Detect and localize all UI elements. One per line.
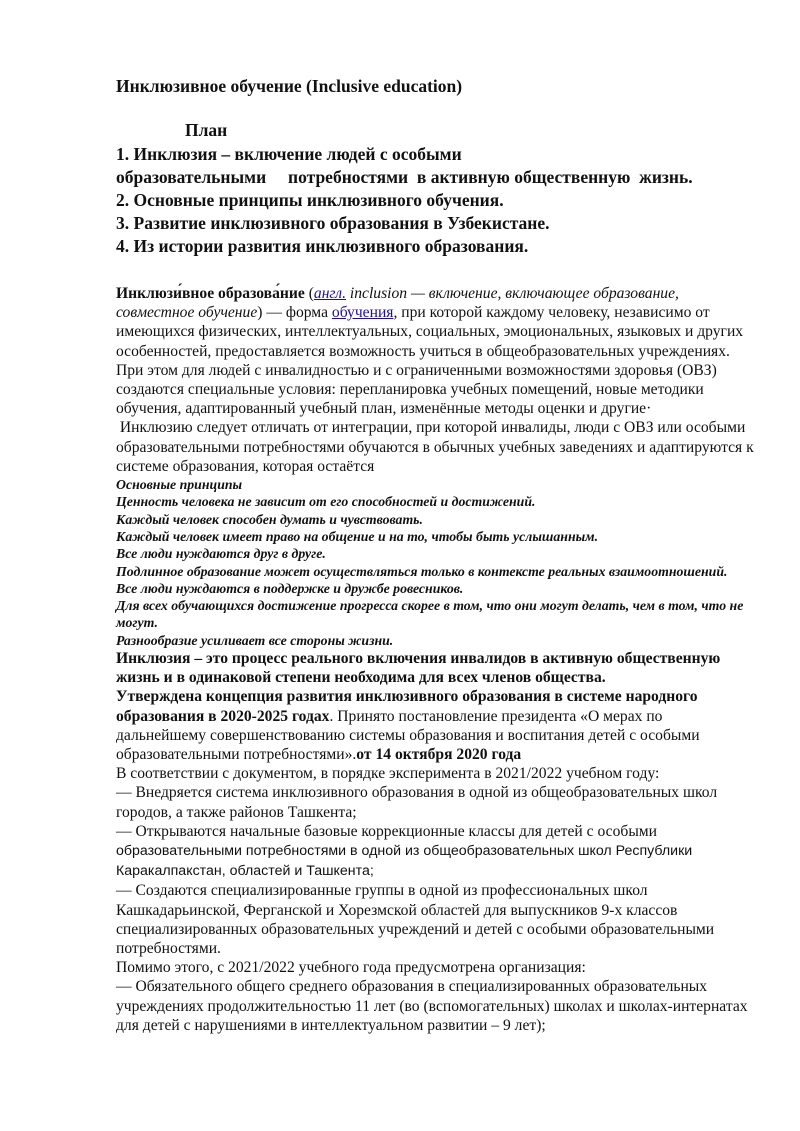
document-body bbox=[116, 284, 756, 1035]
experiment-item-serif: — Открываются начальные базовые коррекционные классы для детей с особыми bbox=[116, 822, 658, 840]
concept-bold: Утверждена концепция развития инклюзивного образования в системе народного образования в 2020-2025 годах bbox=[116, 688, 698, 725]
principles-heading: Основные принципы bbox=[116, 477, 243, 493]
experiment-item bbox=[116, 822, 756, 882]
definition-gloss: inclusion — включение, включающее образование, совместное обучение bbox=[116, 285, 679, 322]
experiment-item: — Создаются специализированные группы в одной из профессиональных школ Кашкадарьинской, Ферганской и Хорезмской областей для выпускников 9-х классов специализированных образовательных учреждений и детей с особыми образовательными потребностями. bbox=[116, 882, 715, 958]
principle-item: Все люди нуждаются друг в друге. bbox=[116, 546, 326, 562]
document-title: Инклюзивное обучение (Inclusive education) bbox=[116, 76, 463, 96]
concept-date: от 14 октября 2020 года bbox=[356, 746, 522, 764]
experiment-item-sans: образовательными потребностями в одной из общеобразовательных школ Республики Каракалпакстан, областей и Ташкента; bbox=[116, 843, 693, 880]
plan-item: 4. Из истории развития инклюзивного образования. bbox=[116, 236, 529, 256]
concept-paragraph bbox=[116, 687, 756, 764]
inclusion-statement: Инклюзия – это процесс реального включения инвалидов в активную общественную жизнь и в одинаковой степени необходима для всех членов общества. bbox=[116, 650, 721, 687]
open-paren: ( bbox=[304, 285, 314, 302]
experiment-item: — Внедряется система инклюзивного образования в одной из общеобразовательных школ городов, а также районов Ташкента; bbox=[116, 784, 718, 821]
principle-item: Для всех обучающихся достижение прогресса скорее в том, что они могут делать, чем в том, что не могут. bbox=[116, 598, 744, 631]
plan-list bbox=[116, 143, 776, 258]
definition-paragraph bbox=[116, 284, 756, 361]
principle-item: Каждый человек способен думать и чувствовать. bbox=[116, 511, 423, 527]
plan-item: 2. Основные принципы инклюзивного обучения. bbox=[116, 190, 504, 210]
conditions-paragraph: При этом для людей с инвалидностью и с ограниченными возможностями здоровья (ОВЗ) создаются специальные условия: перепланировка учебных помещений, новые методики обучения, адаптированный учебный план, изменённые методы оценки и другие· bbox=[116, 361, 717, 418]
plan-item: 3. Развитие инклюзивного образования в Узбекистане. bbox=[116, 213, 550, 233]
plan-item: 1. Инклюзия – включение людей с особыми bbox=[116, 144, 462, 164]
experiment-intro: В соответствии с документом, в порядке эксперимента в 2021/2022 учебном году: bbox=[116, 765, 660, 783]
definition-term: Инклюзи́вное образова́ние bbox=[116, 285, 305, 302]
principles-block bbox=[116, 476, 756, 649]
plan-item: образовательными потребностями в активную общественную жизнь. bbox=[116, 167, 693, 187]
obuchenie-link[interactable]: обучения bbox=[331, 304, 394, 322]
besides-intro: Помимо этого, с 2021/2022 учебного года предусмотрена организация: bbox=[116, 959, 586, 977]
principle-item: Каждый человек имеет право на общение и на то, чтобы быть услышанным. bbox=[116, 528, 599, 544]
definition-rest: , при которой каждому человеку, независимо от имеющихся физических, интеллектуальных, социальных, эмоциональных, языковых и других особенностей, предоставляется возможность учиться в общеобразовательных учреждениях. bbox=[116, 304, 744, 360]
principle-item: Разнообразие усиливает все стороны жизни. bbox=[116, 632, 394, 648]
after-gloss: ) — форма bbox=[257, 304, 332, 322]
principle-item: Все люди нуждаются в поддержке и дружбе ровесников. bbox=[116, 580, 464, 596]
integration-paragraph: Инклюзию следует отличать от интеграции, при которой инвалиды, люди с ОВЗ или особыми образовательными потребностями обучаются в обычных учебных заведениях и адаптируются к системе образования, которая остаётся bbox=[116, 419, 758, 475]
plan-heading: План bbox=[185, 120, 228, 140]
principle-item: Ценность человека не зависит от его способностей и достижений. bbox=[116, 494, 536, 510]
english-link[interactable]: англ. bbox=[313, 285, 346, 302]
besides-item: — Обязательного общего среднего образования в специализированных образовательных учреждениях продолжительностью 11 лет (во (вспомогательных) школах и школах-интернатах для детей с нарушениями в интеллектуальном развитии – 9 лет); bbox=[116, 978, 748, 1034]
principle-item: Подлинное образование может осуществляться только в контексте реальных взаимоотношений. bbox=[116, 563, 728, 579]
concept-normal: . Принято постановление президента «О мерах по дальнейшему совершенствованию системы образования и воспитания детей с особыми образовательными потребностями». bbox=[116, 707, 700, 764]
